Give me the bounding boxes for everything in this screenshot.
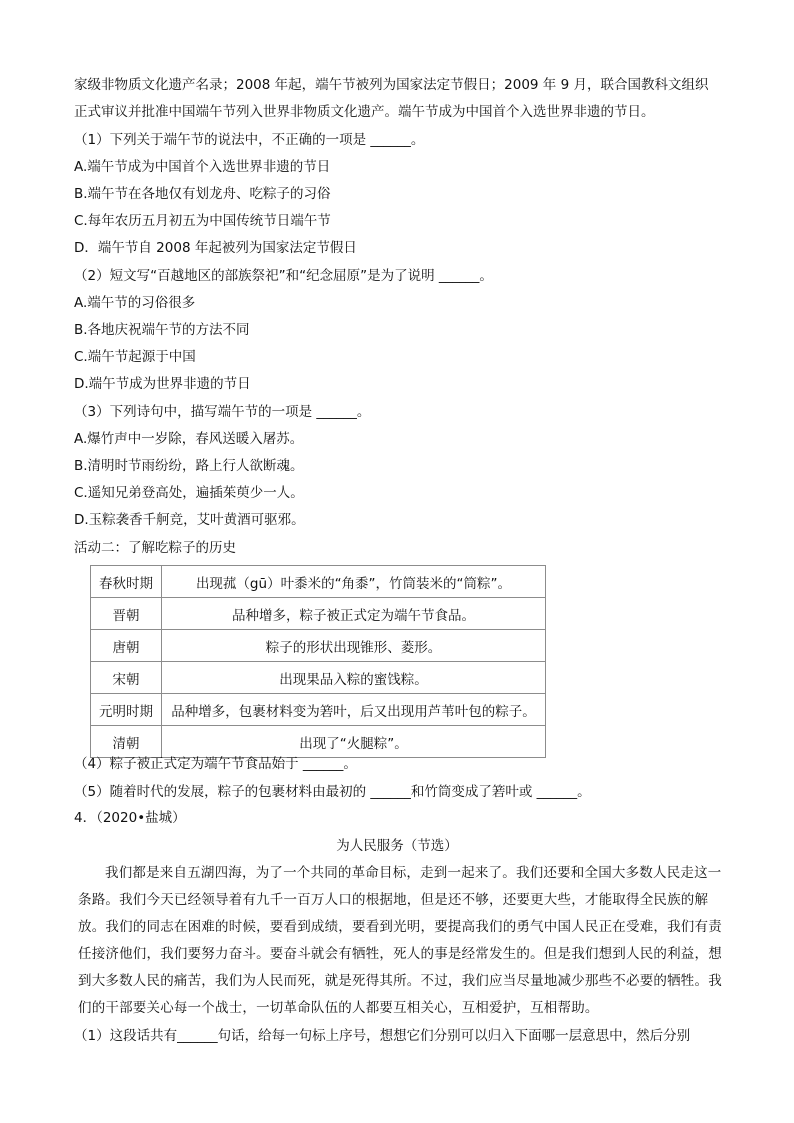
question-2-option-a: A.端午节的习俗很多 (74, 295, 196, 311)
question-2-option-d: D.端午节成为世界非遗的节日 (74, 376, 251, 392)
question-2-option-c: C.端午节起源于中国 (74, 349, 196, 365)
table-cell-event: 出现果品入粽的蜜饯粽。 (162, 662, 546, 694)
table-row (91, 726, 546, 758)
question-3-option-d: D.玉粽袭香千舸竞，艾叶黄酒可驱邪。 (74, 512, 305, 528)
intro-line-2: 正式审议并批准中国端午节列入世界非物质文化遗产。端午节成为中国首个入选世界非遗的节日。 (74, 104, 655, 120)
table-cell-era: 春秋时期 (91, 566, 162, 598)
table-cell-era: 清朝 (91, 726, 162, 758)
section-4-label: 4．（2020•盐城） (74, 810, 186, 826)
table-cell-event: 粽子的形状出现锥形、菱形。 (162, 630, 546, 662)
zongzi-history-table (90, 565, 546, 758)
question-4-stem: （4）粽子被正式定为端午节食品始于 ______。 (74, 756, 357, 772)
table-row (91, 630, 546, 662)
passage-title: 为人民服务（节选） (336, 838, 458, 854)
question-1-option-b: B.端午节在各地仅有划龙舟、吃粽子的习俗 (74, 186, 331, 202)
table-cell-event: 出现菰（gū）叶黍米的“角黍”，竹筒装米的“筒粽”。 (162, 566, 546, 598)
section-4-question-1: （1）这段话共有______句话，给每一句标上序号，想想它们分别可以归入下面哪一层意思中，然后分别 (74, 1028, 691, 1044)
question-2-stem: （2）短文写“百越地区的部族祭祀”和“纪念屈原”是为了说明 ______。 (74, 268, 493, 284)
table-cell-era: 唐朝 (91, 630, 162, 662)
question-3-option-b: B.清明时节雨纷纷，路上行人欲断魂。 (74, 458, 304, 474)
question-1-option-a: A.端午节成为中国首个入选世界非遗的节日 (74, 159, 331, 175)
table-cell-era: 宋朝 (91, 662, 162, 694)
table-cell-event: 品种增多，包裹材料变为箬叶，后又出现用芦苇叶包的粽子。 (162, 694, 546, 726)
question-2-option-b: B.各地庆祝端午节的方法不同 (74, 322, 250, 338)
intro-line-1: 家级非物质文化遗产名录；2008 年起，端午节被列为国家法定节假日；2009 年 9 月，联合国教科文组织 (74, 77, 709, 93)
table-row (91, 662, 546, 694)
table-row (91, 598, 546, 630)
question-5-stem: （5）随着时代的发展，粽子的包裹材料由最初的 ______和竹筒变成了箬叶或 ______。 (74, 784, 591, 800)
table-cell-era: 晋朝 (91, 598, 162, 630)
table-cell-event: 出现了“火腿粽”。 (162, 726, 546, 758)
table-row (91, 566, 546, 598)
question-3-option-c: C.遥知兄弟登高处，遍插茱萸少一人。 (74, 485, 304, 501)
passage-body (78, 860, 726, 1022)
question-3-stem: （3）下列诗句中，描写端午节的一项是 ______。 (74, 404, 371, 420)
passage-paragraph: 我们都是来自五湖四海，为了一个共同的革命目标，走到一起来了。我们还要和全国大多数人民走这一条路。我们今天已经领导着有九千一百万人口的根据地，但是还不够，还要更大些，才能取得全民族的解放。我们的同志在困难的时候，要看到成绩，要看到光明，要提高我们的勇气中国人民正在受难，我们有责任接济他们，我们要努力奋斗。要奋斗就会有牺牲，死人的事是经常发生的。但是我们想到人民的利益，想到大多数人民的痛苦，我们为人民而死，就是死得其所。不过，我们应当尽量地减少那些不必要的牺牲。我们的干部要关心每一个战士，一切革命队伍的人都要互相关心，互相爱护，互相帮助。 (78, 865, 722, 1016)
table-row (91, 694, 546, 726)
table-cell-event: 品种增多，粽子被正式定为端午节食品。 (162, 598, 546, 630)
table-cell-era: 元明时期 (91, 694, 162, 726)
question-1-option-d: D．端午节自 2008 年起被列为国家法定节假日 (74, 240, 357, 256)
activity-2-heading: 活动二：了解吃粽子的历史 (74, 540, 236, 556)
question-1-option-c: C.每年农历五月初五为中国传统节日端午节 (74, 213, 331, 229)
question-3-option-a: A.爆竹声中一岁除，春风送暖入屠苏。 (74, 431, 304, 447)
question-1-stem: （1）下列关于端午节的说法中，不正确的一项是 ______。 (74, 132, 425, 148)
